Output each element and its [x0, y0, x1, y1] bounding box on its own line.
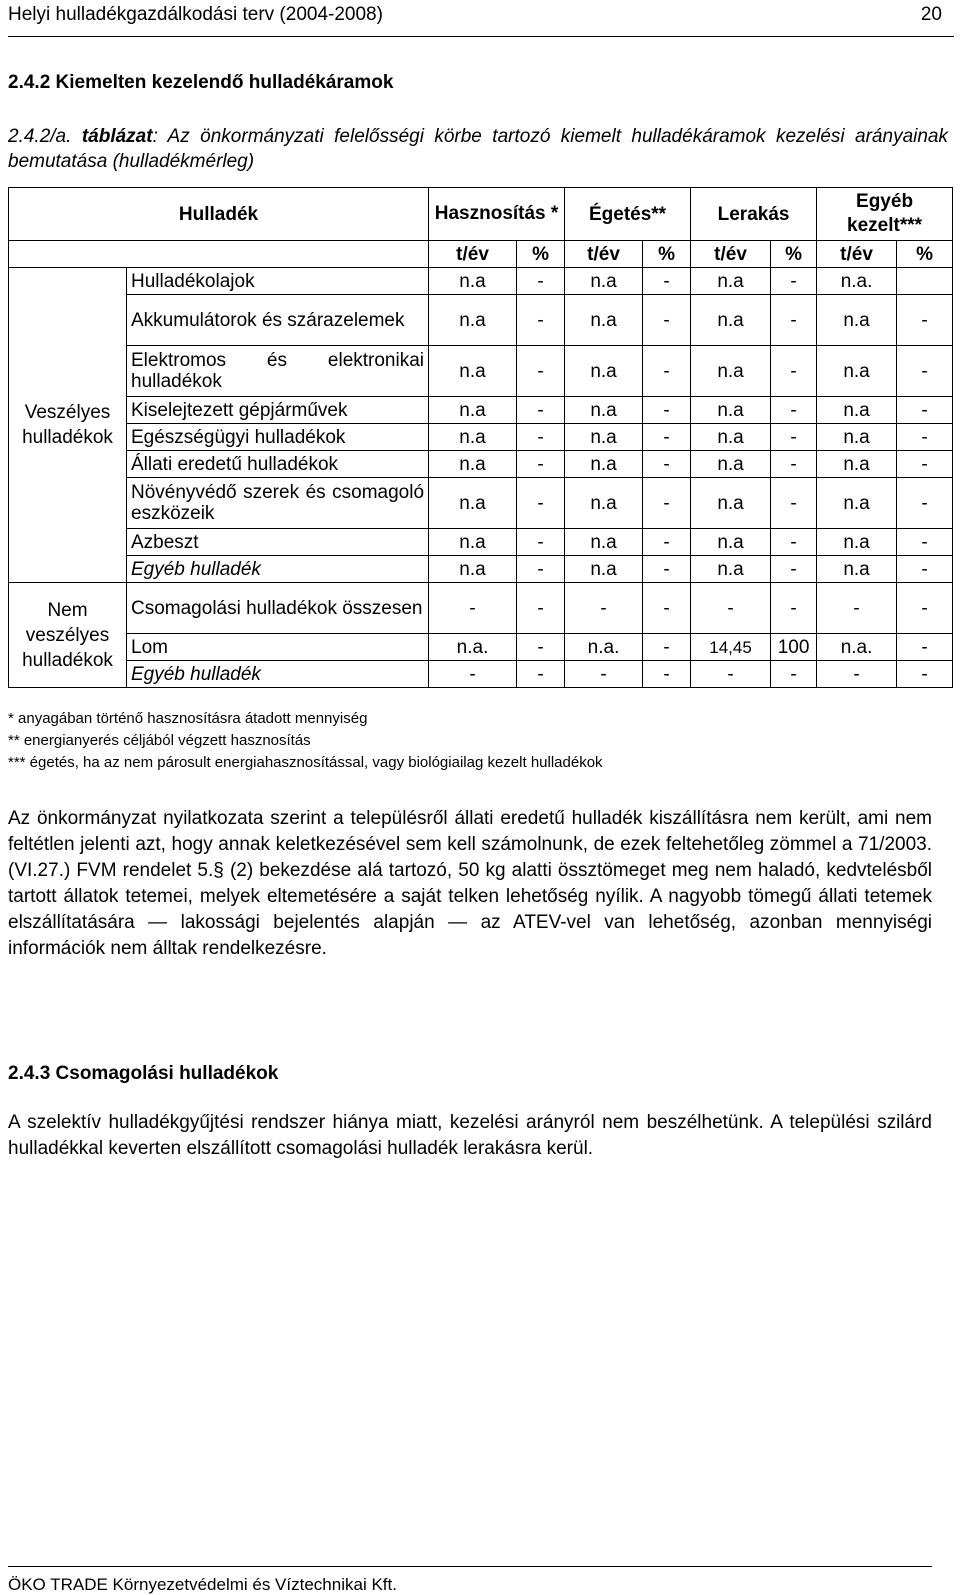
value-cell: -	[517, 556, 565, 583]
value-cell: n.a	[691, 478, 771, 529]
value-cell: n.a	[565, 295, 643, 346]
header-other: Egyéb kezelt***	[817, 188, 953, 241]
value-cell: -	[643, 661, 691, 688]
value-cell: -	[517, 634, 565, 661]
row-name: Egészségügyi hulladékok	[127, 424, 429, 451]
value-cell: n.a	[817, 424, 897, 451]
footnote: *** égetés, ha az nem párosult energiahasznosítással, vagy biológiailag kezelt hulladékok	[8, 754, 603, 771]
value-cell: -	[691, 583, 771, 634]
section-heading: 2.4.2 Kiemelten kezelendő hulladékáramok	[8, 72, 394, 93]
value-cell: -	[643, 451, 691, 478]
value-cell: n.a	[429, 478, 517, 529]
value-cell: n.a.	[817, 634, 897, 661]
value-cell: -	[643, 424, 691, 451]
table-row	[9, 424, 953, 451]
value-cell: -	[643, 397, 691, 424]
value-cell: -	[897, 346, 953, 397]
value-cell: n.a	[565, 424, 643, 451]
value-cell: -	[517, 346, 565, 397]
footnote: ** energianyerés céljából végzett hasznosítás	[8, 732, 311, 749]
value-cell: -	[771, 295, 817, 346]
table-row	[9, 529, 953, 556]
value-cell: -	[771, 424, 817, 451]
value-cell: -	[771, 529, 817, 556]
value-cell: -	[429, 661, 517, 688]
value-cell: n.a	[429, 295, 517, 346]
table-row	[9, 346, 953, 397]
value-cell: -	[643, 556, 691, 583]
table-footnotes	[8, 708, 603, 774]
value-cell: -	[771, 583, 817, 634]
row-name: Egyéb hulladék	[127, 556, 429, 583]
table-row	[9, 661, 953, 688]
value-cell: n.a	[817, 529, 897, 556]
body-paragraph: A szelektív hulladékgyűjtési rendszer hiánya miatt, kezelési arányról nem beszélhetünk. A települési szilárd hulladékkal keverten elszállított csomagolási hulladék lerakásra kerül.	[8, 1112, 932, 1159]
footnote: * anyagában történő hasznosításra átadott mennyiség	[8, 710, 368, 727]
caption-label: 2.4.2/a.	[8, 126, 82, 147]
value-cell: -	[565, 661, 643, 688]
value-cell: n.a	[691, 424, 771, 451]
unit-cell: t/év	[817, 241, 897, 268]
value-cell: n.a	[429, 397, 517, 424]
value-cell: -	[517, 583, 565, 634]
row-name: Lom	[127, 634, 429, 661]
value-cell: -	[771, 478, 817, 529]
value-cell: -	[517, 424, 565, 451]
caption-text: : Az önkormányzati felelősségi körbe tartozó kiemelt hulladékáramok kezelési arányainak bemutatása (hulladékmérleg)	[8, 126, 948, 172]
value-cell: n.a	[817, 295, 897, 346]
table-row	[9, 451, 953, 478]
value-cell: -	[643, 634, 691, 661]
value-cell: -	[771, 451, 817, 478]
value-cell: n.a	[565, 451, 643, 478]
table-row	[9, 634, 953, 661]
value-cell: n.a	[565, 478, 643, 529]
value-cell: -	[897, 397, 953, 424]
table-header-row	[9, 188, 953, 241]
value-cell: -	[517, 268, 565, 295]
value-cell: -	[897, 424, 953, 451]
value-cell: n.a	[565, 529, 643, 556]
unit-cell: t/év	[429, 241, 517, 268]
page-footer: ÖKO TRADE Környezetvédelmi és Víztechnikai Kft.	[8, 1566, 932, 1595]
subsection-heading: 2.4.3 Csomagolási hulladékok	[8, 1063, 279, 1084]
value-cell: -	[897, 556, 953, 583]
value-cell: n.a	[691, 556, 771, 583]
unit-cell: %	[643, 241, 691, 268]
value-cell: n.a	[691, 268, 771, 295]
value-cell: n.a	[691, 529, 771, 556]
value-cell: n.a	[429, 268, 517, 295]
body-paragraph: Az önkormányzat nyilatkozata szerint a településről állati eredetű hulladék kiszállításra nem került, ami nem feltétlen jelenti azt, hogy annak keletkezésével sem kell számolnunk, de ezek feltehetőleg zömmel a 71/2003. (VI.27.) FVM rendelet 5.§ (2) bekezdése alá tartozó, 50 kg alatti össztömeget meg nem haladó, kedvtelésből tartott állatok tetemei, melyek eltemetésére a saját telken lehetőség nyílik. A nagyobb tömegű állati tetemek elszállítatására — lakossági bejelentés alapján — az ATEV-vel van lehetőség, azonban mennyiségi információk nem álltak rendelkezésre.	[8, 808, 932, 959]
unit-cell: %	[517, 241, 565, 268]
value-cell: 100	[771, 634, 817, 661]
table-row	[9, 268, 953, 295]
value-cell: n.a	[817, 397, 897, 424]
value-cell: -	[691, 661, 771, 688]
table-row	[9, 295, 953, 346]
table-units-row	[9, 241, 953, 268]
value-cell: n.a	[817, 346, 897, 397]
units-spacer	[9, 241, 429, 268]
caption-bold: táblázat	[81, 126, 153, 147]
table-row	[9, 583, 953, 634]
value-cell: n.a.	[565, 634, 643, 661]
unit-cell: %	[771, 241, 817, 268]
value-cell: -	[817, 583, 897, 634]
value-cell: n.a	[691, 397, 771, 424]
header-incineration: Égetés**	[565, 188, 691, 241]
value-cell: n.a	[565, 268, 643, 295]
value-cell: -	[643, 268, 691, 295]
value-cell: n.a	[817, 451, 897, 478]
header-recovery: Hasznosítás *	[429, 188, 565, 241]
value-cell: -	[817, 661, 897, 688]
unit-cell: %	[897, 241, 953, 268]
unit-cell: t/év	[691, 241, 771, 268]
value-cell: -	[643, 346, 691, 397]
table-row	[9, 478, 953, 529]
value-cell: n.a	[691, 346, 771, 397]
document-title: Helyi hulladékgazdálkodási terv (2004-2008)	[8, 4, 383, 25]
row-name: Kiselejtezett gépjárművek	[127, 397, 429, 424]
value-cell: -	[643, 295, 691, 346]
value-cell: n.a	[429, 556, 517, 583]
row-name: Csomagolási hulladékok összesen	[127, 583, 429, 634]
value-cell: n.a.	[429, 634, 517, 661]
waste-balance-table	[8, 187, 953, 688]
value-cell: -	[429, 583, 517, 634]
value-cell: -	[897, 583, 953, 634]
value-cell: -	[517, 397, 565, 424]
value-cell: n.a	[691, 295, 771, 346]
group-nonhazardous: Nem veszélyes hulladékok	[9, 583, 127, 688]
value-cell: n.a	[691, 451, 771, 478]
value-cell: -	[771, 346, 817, 397]
value-cell: n.a	[429, 346, 517, 397]
value-cell: -	[771, 397, 817, 424]
row-name: Hulladékolajok	[127, 268, 429, 295]
value-cell: n.a	[817, 556, 897, 583]
value-cell: -	[897, 478, 953, 529]
value-cell: -	[517, 529, 565, 556]
value-cell: -	[517, 451, 565, 478]
page-number: 20	[920, 4, 942, 25]
value-cell: -	[517, 478, 565, 529]
value-cell: n.a	[565, 397, 643, 424]
row-name: Állati eredetű hulladékok	[127, 451, 429, 478]
value-cell: 14,45	[691, 634, 771, 661]
value-cell: -	[897, 661, 953, 688]
header-landfill: Lerakás	[691, 188, 817, 241]
value-cell: n.a	[429, 424, 517, 451]
value-cell: -	[771, 268, 817, 295]
unit-cell: t/év	[565, 241, 643, 268]
value-cell: -	[643, 478, 691, 529]
page-header	[8, 2, 954, 37]
value-cell: n.a	[565, 556, 643, 583]
value-cell	[897, 268, 953, 295]
row-name: Egyéb hulladék	[127, 661, 429, 688]
value-cell: -	[771, 661, 817, 688]
value-cell: -	[643, 529, 691, 556]
value-cell: -	[517, 295, 565, 346]
row-name: Azbeszt	[127, 529, 429, 556]
value-cell: n.a	[429, 529, 517, 556]
value-cell: -	[771, 556, 817, 583]
value-cell: n.a	[429, 451, 517, 478]
row-name: Növényvédő szerek és csomagoló eszközeik	[127, 478, 429, 529]
group-hazardous: Veszélyes hulladékok	[9, 268, 127, 583]
row-name: Akkumulátorok és szárazelemek	[127, 295, 429, 346]
table-caption	[8, 124, 948, 174]
value-cell: -	[517, 661, 565, 688]
value-cell: -	[897, 634, 953, 661]
header-waste: Hulladék	[9, 188, 429, 241]
value-cell: -	[643, 583, 691, 634]
table-row	[9, 397, 953, 424]
value-cell: n.a	[817, 478, 897, 529]
value-cell: -	[897, 529, 953, 556]
value-cell: -	[897, 451, 953, 478]
row-name: Elektromos és elektronikai hulladékok	[127, 346, 429, 397]
table-row	[9, 556, 953, 583]
value-cell: n.a.	[817, 268, 897, 295]
value-cell: n.a	[565, 346, 643, 397]
value-cell: -	[897, 295, 953, 346]
value-cell: -	[565, 583, 643, 634]
